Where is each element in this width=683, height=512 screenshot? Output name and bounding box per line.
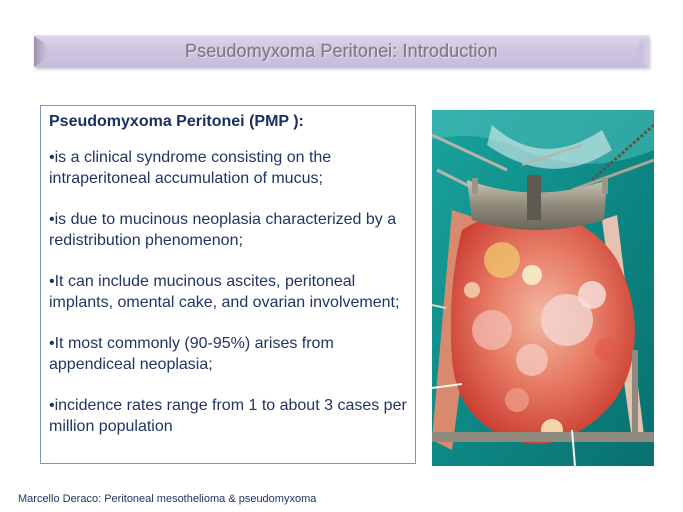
- content-heading: Pseudomyxoma Peritonei (PMP ):: [49, 113, 304, 130]
- surgical-photo: [432, 110, 654, 466]
- bullet-item: •It can include mucinous ascites, peritoneal implants, omental cake, and ovarian involvement;: [49, 273, 400, 311]
- slide-title-bar: [34, 35, 649, 67]
- bullet-item: •incidence rates range from 1 to about 3 cases per million population: [49, 397, 407, 435]
- slide-footer: Marcello Deraco: Peritoneal mesothelioma & pseudomyxoma: [18, 493, 317, 505]
- slide-title: Pseudomyxoma Peritonei: Introduction: [185, 41, 498, 61]
- bullet-item: •It most commonly (90-95%) arises from appendiceal neoplasia;: [49, 335, 334, 373]
- content-box: [40, 105, 416, 464]
- bullet-item: •is a clinical syndrome consisting on the intraperitoneal accumulation of mucus;: [49, 149, 332, 187]
- surgical-photo-image: [432, 110, 654, 466]
- bullet-item: •is due to mucinous neoplasia characterized by a redistribution phenomenon;: [49, 211, 397, 249]
